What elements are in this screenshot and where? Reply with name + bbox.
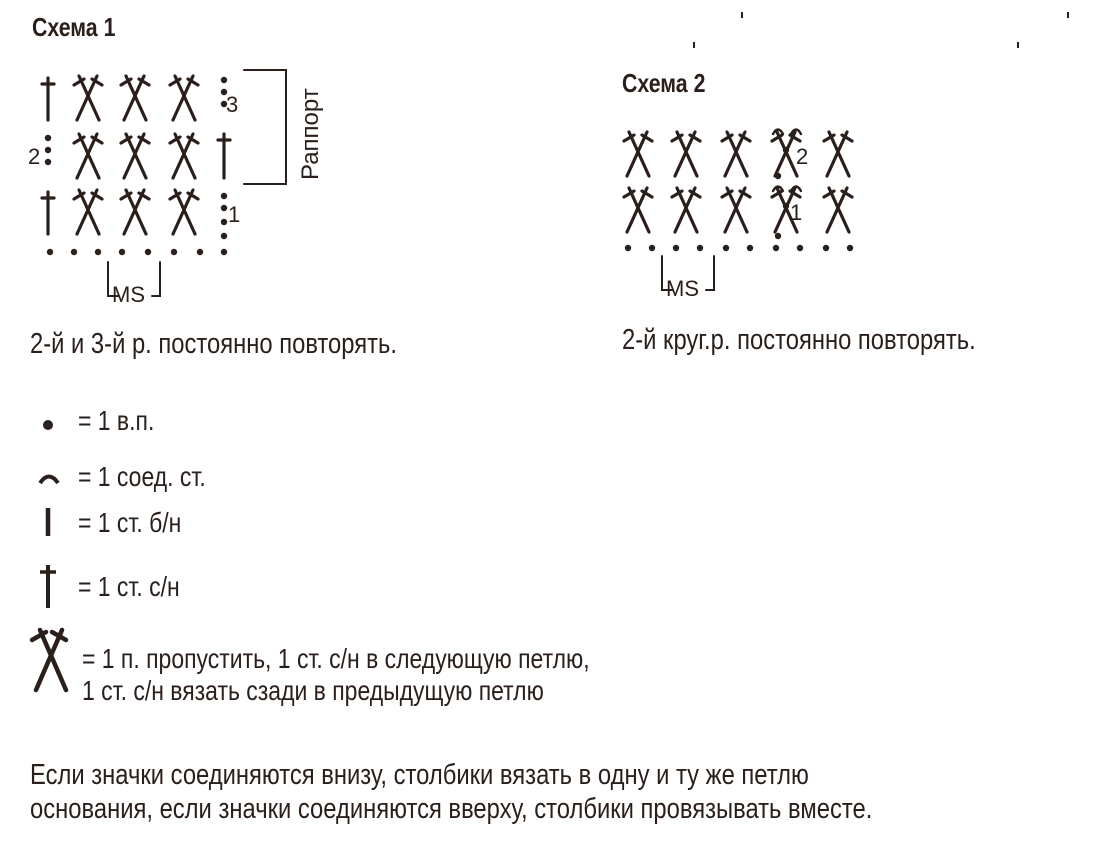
legend-crossed-text-1: = 1 п. пропустить, 1 ст. с/н в следующую петлю, [82,643,590,674]
scheme1-row-label-3: 3 [226,92,239,117]
chain-dot [625,245,631,251]
legend-chain-text: = 1 в.п. [78,405,155,436]
scheme1-chart [42,70,286,296]
chain-dot [221,233,227,239]
scheme1-row-label-1: 1 [228,202,241,227]
chain-dot [197,249,203,255]
crossed-double-crochet-symbol [121,190,149,234]
chain-dot [783,203,789,209]
crossed-double-crochet-symbol [121,134,149,178]
chain-dot [775,233,781,239]
crossed-double-crochet-icon [32,630,66,690]
chain-dot [221,193,227,199]
double-crochet-symbol [42,78,54,120]
chain-dot [45,135,51,141]
crossed-double-crochet-symbol [170,134,198,178]
scheme2-row-label-1: 1 [790,200,803,225]
rapport-label: Раппорт [297,88,324,180]
scheme1-ms-label: MS [112,282,145,307]
legend-double-crochet-text: = 1 ст. с/н [78,571,180,602]
crossed-double-crochet-symbol [672,132,700,176]
footnote-line-1: Если значки соединяются внизу, столбики вязать в одну и ту же петлю [30,759,809,791]
scheme1-note: 2-й и 3-й р. постоянно повторять. [30,328,398,360]
chain-dot [45,159,51,165]
chain-dot [145,249,151,255]
scheme2-note: 2-й круг.р. постоянно повторять. [622,324,976,356]
crossed-double-crochet-symbol [170,76,198,120]
chain-dot [723,245,729,251]
scheme2-row-label-2: 2 [796,144,809,169]
chain-dot [747,245,753,251]
double-crochet-symbol [42,192,54,234]
chain-dot [47,249,53,255]
crossed-double-crochet-symbol [824,188,852,232]
crossed-double-crochet-symbol [170,190,198,234]
crossed-double-crochet-symbol [672,188,700,232]
crossed-double-crochet-symbol [74,190,102,234]
double-crochet-symbol [218,134,230,178]
chain-dot [797,245,803,251]
chain-dot [171,249,177,255]
legend-slip-stitch-text: = 1 соед. ст. [78,461,206,492]
rapport-bracket [244,70,286,184]
chain-dot [221,219,227,225]
crossed-double-crochet-symbol [74,76,102,120]
scheme1-row-label-2: 2 [28,144,41,169]
chain-dot [119,249,125,255]
scheme2-ms-label: MS [666,276,699,301]
crossed-double-crochet-symbol [74,134,102,178]
chain-dot [783,147,789,153]
ms-bracket [706,256,714,290]
chain-dot [847,245,853,251]
chain-dot [823,245,829,251]
chain-dot [221,77,227,83]
ms-bracket [152,262,160,296]
legend-crossed-text-2: 1 ст. с/н вязать сзади в предыдущую петлю [82,675,544,706]
chain-dot [773,245,779,251]
chain-dot [649,245,655,251]
footnote-line-2: основания, если значки соединяются вверху, столбики провязывать вместе. [30,793,873,825]
chain-dot [221,205,227,211]
crossed-double-crochet-symbol [722,132,750,176]
registration-marks [694,12,1068,48]
crossed-double-crochet-symbol [121,76,149,120]
chain-dot [45,147,51,153]
slip-stitch-icon [40,477,58,484]
chain-dot [95,249,101,255]
legend-single-crochet-text: = 1 ст. б/н [78,507,182,538]
chain-dot [71,249,77,255]
chain-dot [775,173,781,179]
crossed-double-crochet-symbol [624,132,652,176]
scheme1-title: Схема 1 [32,12,116,42]
double-crochet-icon [40,565,56,608]
crossed-double-crochet-symbol [624,188,652,232]
scheme2-title: Схема 2 [622,68,706,98]
scheme2-chart [624,130,853,291]
crossed-double-crochet-symbol [722,188,750,232]
chain-icon [43,420,53,430]
chain-dot [697,245,703,251]
chain-dot [673,245,679,251]
chain-dot [221,249,227,255]
crossed-double-crochet-symbol [824,132,852,176]
